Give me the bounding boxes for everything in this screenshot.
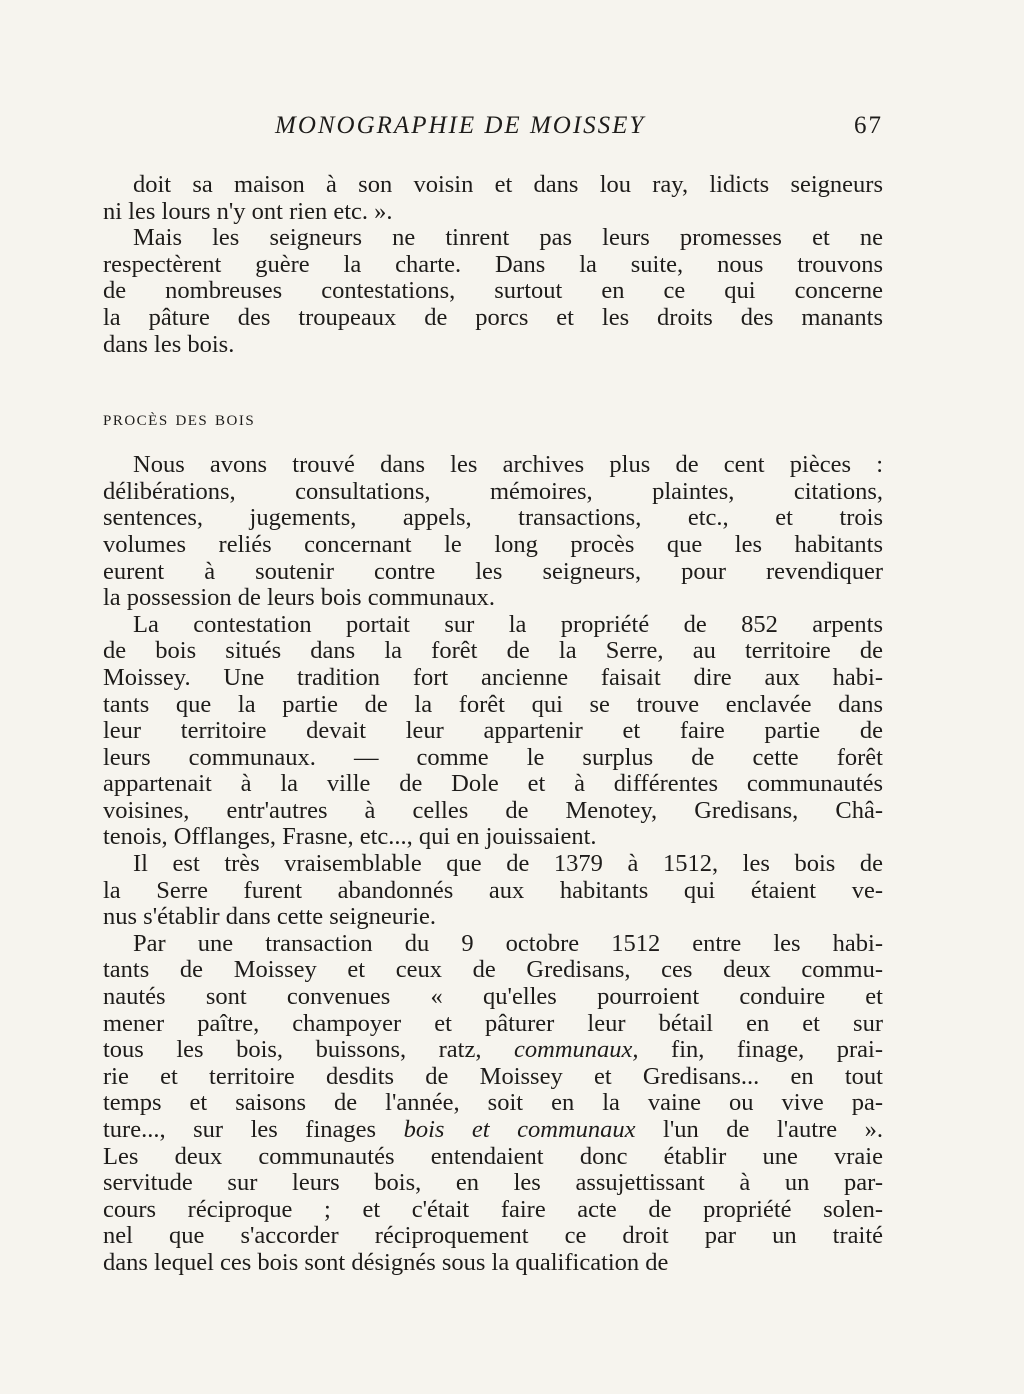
text-line: tenois, Offlanges, Frasne, etc..., qui en jouissaient. [103,823,597,851]
paragraph [103,452,883,612]
text-line: délibérations, consultations, mémoires, plaintes, citations, [103,477,883,505]
text-line [103,1090,883,1117]
text-span: nautés sont convenues « qu'elles pourroient conduire et [103,983,883,1011]
text-span: cours réciproque ; et c'était faire acte de propriété solen- [103,1195,883,1223]
text-line: Moissey. Une tradition fort ancienne faisait dire aux habi- [103,663,883,691]
text-line [103,1197,883,1224]
text-span: temps et saisons de l'année, soit en la vaine ou vive pa- [103,1089,883,1117]
text-line: dans les bois. [103,330,235,358]
text-span: rie et territoire desdits de Moissey et Gredisans... en tout [103,1062,883,1090]
text-line: doit sa maison à son voisin et dans lou ray, lidicts seigneurs [133,171,883,198]
text-line: ni les lours n'y ont rien etc. ». [103,197,393,225]
italic-text: communaux, [514,1036,639,1064]
text-span: servitude sur leurs bois, en les assujettissant à un par- [103,1169,883,1197]
text-span: Par une transaction du 9 octobre 1512 entre les habi- [133,929,883,957]
text-line [103,984,883,1011]
text-line [103,1250,883,1277]
text-line [103,1011,883,1038]
text-line [103,931,883,958]
text-line: Mais les seigneurs ne tinrent pas leurs promesses et ne [133,224,883,252]
text-line: la Serre furent abandonnés aux habitants qui étaient ve- [103,876,883,904]
text-line: Nous avons trouvé dans les archives plus de cent pièces : [133,451,883,479]
text-span: fin, finage, prai- [638,1036,883,1064]
text-line [103,1037,883,1064]
body-text [103,172,883,1277]
text-line [103,1117,883,1144]
text-line: nus s'établir dans cette seigneurie. [103,903,437,931]
paragraph [103,225,883,358]
text-span: ture..., sur les finages [103,1116,404,1143]
running-title: MONOGRAPHIE DE MOISSEY [275,112,646,139]
text-line: la pâture des troupeaux de porcs et les droits des manants [103,303,883,331]
text-span: dans lequel ces bois sont désignés sous la qualification de [103,1248,669,1276]
text-line: leur territoire devait leur appartenir et faire partie de [103,717,883,745]
text-span: tous les bois, buissons, ratz, [103,1036,514,1064]
text-line: tants que la partie de la forêt qui se trouve enclavée dans [103,690,883,718]
transaction-paragraph [103,931,883,1277]
page-number: 67 [854,112,883,139]
text-line: sentences, jugements, appels, transactions, etc., et trois [103,504,883,532]
text-line [103,1144,883,1171]
paragraph [103,612,883,851]
opening-paragraphs [103,172,883,358]
text-line: volumes reliés concernant le long procès que les habitants [103,530,883,558]
text-line: voisines, entr'autres à celles de Menotey, Gredisans, Châ- [103,796,883,824]
text-span: Les deux communautés entendaient donc établir une vraie [103,1142,883,1170]
text-span: l'un de l'autre ». [635,1116,884,1143]
text-span: tants de Moissey et ceux de Gredisans, ces deux commu- [103,956,883,984]
text-line: respectèrent guère la charte. Dans la suite, nous trouvons [103,250,883,278]
text-line: de bois situés dans la forêt de la Serre, au territoire de [103,637,883,665]
text-line: Il est très vraisemblable que de 1379 à 1512, les bois de [133,850,883,878]
section-paragraphs [103,452,883,931]
text-line [103,1223,883,1250]
text-span: nel que s'accorder réciproquement ce droit par un traité [103,1222,883,1250]
text-line [103,1064,883,1091]
text-span: mener paître, champoyer et pâturer leur bétail en et sur [103,1009,883,1037]
text-line: la possession de leurs bois communaux. [103,584,495,612]
text-line [103,957,883,984]
text-line: leurs communaux. — comme le surplus de cette forêt [103,743,883,771]
section-heading: procès des bois [103,406,256,431]
italic-text: bois et communaux [403,1116,636,1143]
text-line [103,1170,883,1197]
paragraph [103,851,883,931]
text-line: eurent à soutenir contre les seigneurs, pour revendiquer [103,557,883,585]
paragraph [103,172,883,225]
text-line: appartenait à la ville de Dole et à différentes communautés [103,770,883,798]
text-line: de nombreuses contestations, surtout en ce qui concerne [103,277,883,305]
text-line: La contestation portait sur la propriété de 852 arpents [133,610,883,638]
